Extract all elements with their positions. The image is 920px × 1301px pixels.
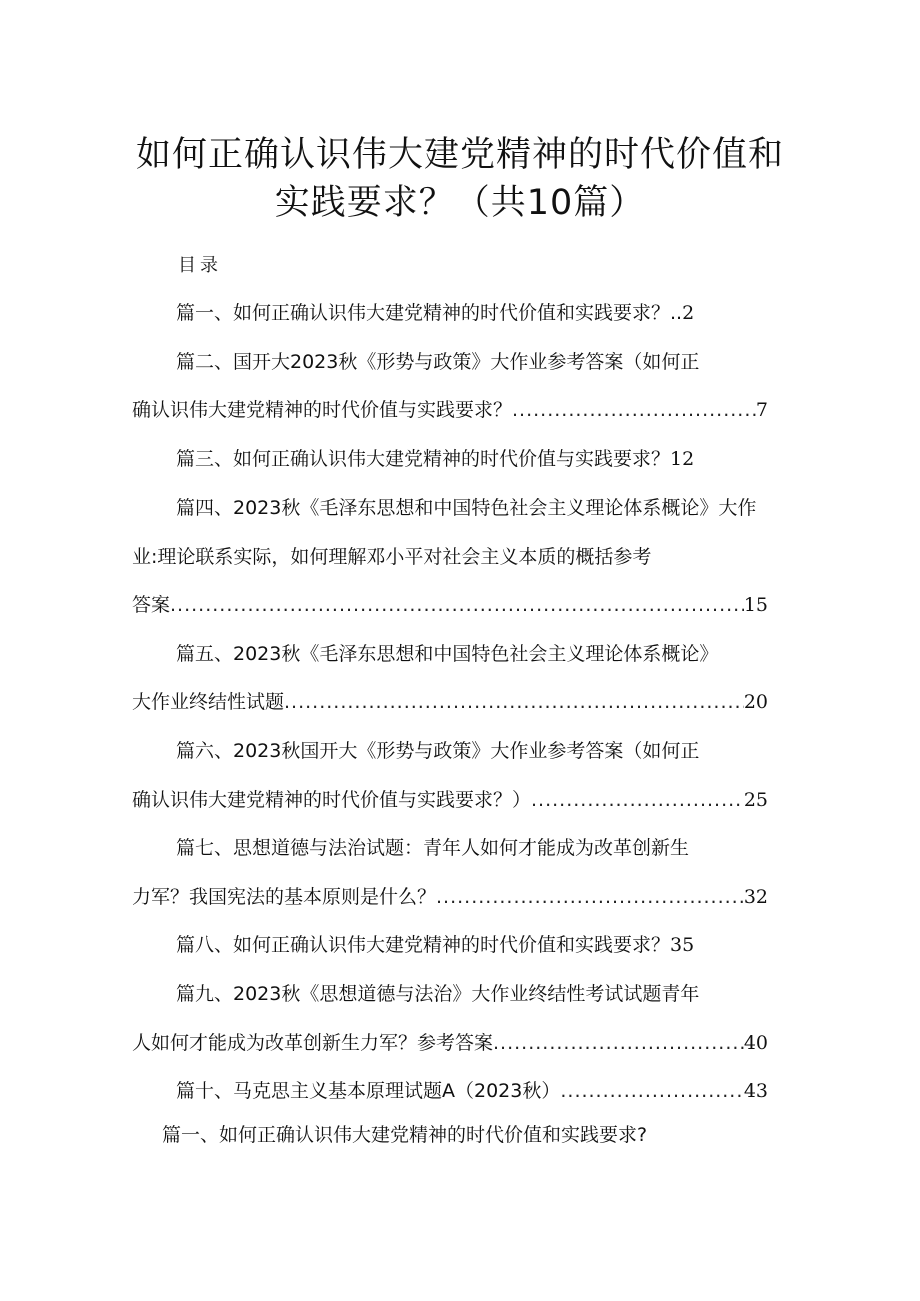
toc-entry-2-line-1[interactable]: 篇二、国开大2023秋《形势与政策》大作业参考答案（如何正 xyxy=(176,351,700,373)
toc-entry-6-line-1[interactable]: 篇六、2023秋国开大《形势与政策》大作业参考答案（如何正 xyxy=(176,740,700,762)
toc-entry-1-text: 篇一、如何正确认识伟大建党精神的时代价值和实践要求？.. xyxy=(176,302,683,324)
toc-leader-dots xyxy=(493,1028,744,1058)
toc-entry-1-page: 2 xyxy=(682,302,695,324)
toc-entry-10[interactable] xyxy=(176,1076,768,1106)
toc-entry-6-page: 25 xyxy=(743,789,768,811)
toc-entry-10-page: 43 xyxy=(743,1080,768,1102)
toc-entry-9-page: 40 xyxy=(743,1032,768,1054)
toc-leader-dots xyxy=(436,882,744,912)
toc-label: 目录 xyxy=(178,255,222,276)
toc-entry-4-line-1[interactable]: 篇四、2023秋《毛泽东思想和中国特色社会主义理论体系概论》大作 xyxy=(176,497,757,519)
toc-entry-3-page: 12 xyxy=(670,448,695,470)
toc-entry-5-line-1[interactable]: 篇五、2023秋《毛泽东思想和中国特色社会主义理论体系概论》 xyxy=(176,643,719,665)
section-heading: 篇一、如何正确认识伟大建党精神的时代价值和实践要求? xyxy=(162,1124,648,1146)
toc-entry-8-page: 35 xyxy=(670,934,695,956)
toc-entry-7-line-2[interactable] xyxy=(132,882,768,912)
toc-entry-8-text: 篇八、如何正确认识伟大建党精神的时代价值和实践要求？ xyxy=(176,934,671,956)
toc-entry-5-line-2[interactable] xyxy=(132,687,768,717)
toc-entry-5-text: 大作业终结性试题 xyxy=(132,691,285,713)
toc-entry-9-line-2[interactable] xyxy=(132,1028,768,1058)
toc-entry-6-text: 确认识伟大建党精神的时代价值与实践要求？） xyxy=(132,789,532,811)
document-title-line-1: 如何正确认识伟大建党精神的时代价值和 xyxy=(135,135,784,175)
toc-leader-dots xyxy=(512,395,756,425)
toc-entry-3-text: 篇三、如何正确认识伟大建党精神的时代价值与实践要求？ xyxy=(176,448,671,470)
toc-entry-7-page: 32 xyxy=(743,886,768,908)
toc-leader-dots xyxy=(170,590,744,620)
toc-leader-dots xyxy=(531,785,744,815)
toc-entry-9-line-1[interactable]: 篇九、2023秋《思想道德与法治》大作业终结性考试试题青年 xyxy=(176,983,700,1005)
toc-entry-7-text: 力军？我国宪法的基本原则是什么？ xyxy=(132,886,437,908)
toc-entry-2-page: 7 xyxy=(755,399,768,421)
toc-entry-4-text: 答案 xyxy=(132,594,171,616)
toc-leader-dots xyxy=(284,687,744,717)
toc-entry-3[interactable] xyxy=(176,444,694,474)
document-title-line-2: 实践要求？（共10篇） xyxy=(274,183,646,223)
toc-entry-5-page: 20 xyxy=(743,691,768,713)
toc-entry-4-line-2[interactable]: 业:理论联系实际，如何理解邓小平对社会主义本质的概括参考 xyxy=(132,546,652,568)
toc-entry-4-line-3[interactable] xyxy=(132,590,768,620)
toc-leader-dots xyxy=(560,1076,743,1106)
toc-entry-6-line-2[interactable] xyxy=(132,785,768,815)
toc-entry-9-text: 人如何才能成为改革创新生力军？参考答案 xyxy=(132,1032,494,1054)
toc-entry-10-text: 篇十、马克思主义基本原理试题A（2023秋） xyxy=(176,1080,561,1102)
toc-entry-8[interactable] xyxy=(176,930,694,960)
toc-entry-7-line-1[interactable]: 篇七、思想道德与法治试题：青年人如何才能成为改革创新生 xyxy=(176,837,690,859)
toc-entry-2-line-2[interactable] xyxy=(132,395,768,425)
toc-entry-1[interactable] xyxy=(176,298,694,328)
toc-entry-4-page: 15 xyxy=(743,594,768,616)
toc-entry-2-text: 确认识伟大建党精神的时代价值与实践要求？ xyxy=(132,399,513,421)
